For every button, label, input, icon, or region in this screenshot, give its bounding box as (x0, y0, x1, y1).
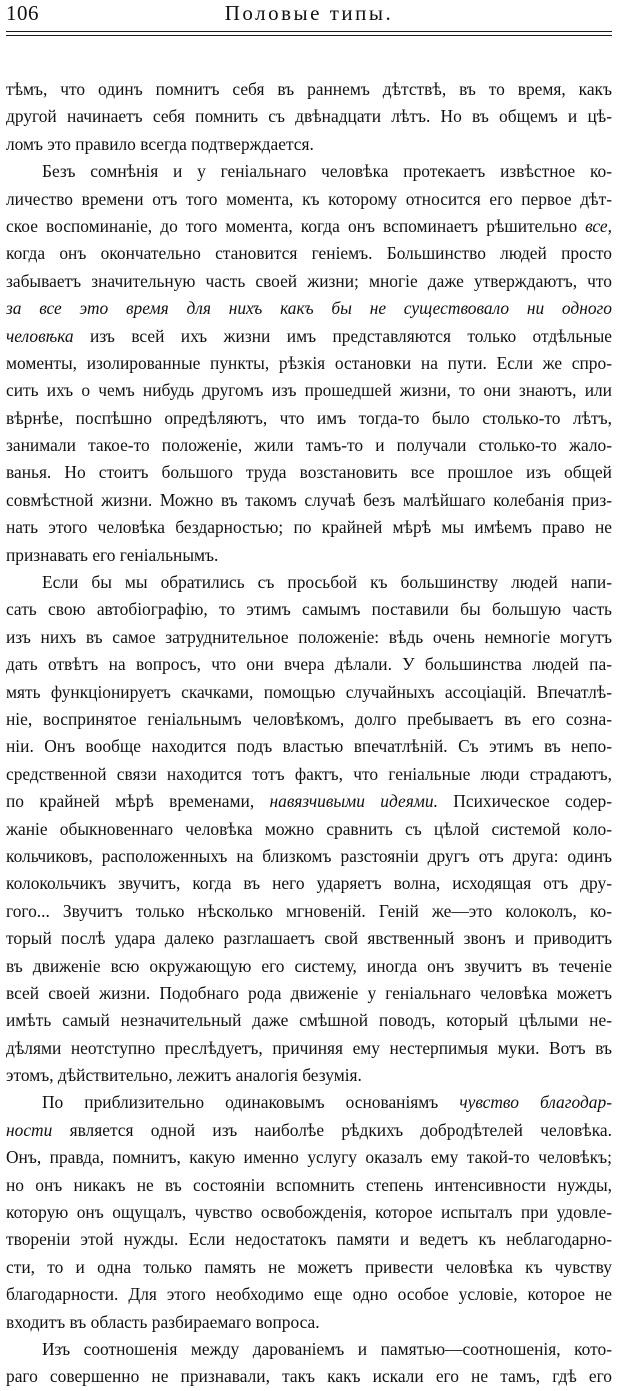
text-line (6, 1336, 612, 1363)
text-line (6, 1172, 612, 1199)
line-text: совмѣстной жизни. Можно въ такомъ случаѣ безъ малѣйшаго колебанія приз- (6, 489, 612, 510)
text-line (6, 1007, 612, 1034)
text-line (6, 1226, 612, 1253)
line-text: изъ нихъ въ самое затруднительное положеніе: вѣдь очень немногіе могутъ (6, 626, 612, 647)
line-text: жаніе обыкновеннаго человѣка можно сравнить съ цѣлой системой коло- (6, 818, 612, 839)
line-text: гого... Звучитъ только нѣсколько мгновеній. Геній же—это колоколъ, ко- (6, 900, 612, 921)
text-line (6, 1062, 612, 1089)
text-line (6, 76, 612, 103)
line-text: По приблизительно одинаковымъ основаніямъ (42, 1092, 460, 1113)
text-line (6, 459, 612, 486)
line-text: благодарности. Для этого необходимо еще одно особое условіе, которое не (6, 1284, 612, 1305)
line-text: личество времени отъ того момента, къ которому относится его первое дѣт- (6, 188, 612, 209)
text-line (6, 323, 612, 350)
text-line (6, 953, 612, 980)
text-line (6, 733, 612, 760)
line-text: нать этого человѣка бездарностью; по крайней мѣрѣ мы имѣемъ право не (6, 517, 612, 538)
text-line (6, 898, 612, 925)
line-text: забываетъ значительную часть своей жизни; многіе даже утверждаютъ, что (6, 270, 612, 291)
text-line (6, 295, 612, 322)
line-text: сить ихъ о чемъ нибудь другомъ изъ прошедшей жизни, то они знаютъ, или (6, 380, 612, 401)
text-line (6, 843, 612, 870)
text-line (6, 1144, 612, 1171)
text-line (6, 377, 612, 404)
emphasis-text: человѣка (6, 325, 74, 346)
line-text: Психическое содер- (437, 791, 612, 812)
line-text: входитъ въ область разбираемаго вопроса. (6, 1311, 320, 1332)
line-text: моменты, изолированные пункты, рѣзкія остановки на пути. Если же спро- (6, 352, 612, 373)
text-line (6, 679, 612, 706)
line-text: дѣлями неотступно преслѣдуетъ, причиняя ему нестерпимыя муки. Вотъ въ (6, 1037, 612, 1058)
text-line (6, 1199, 612, 1226)
text-line (6, 870, 612, 897)
line-text: сти, то и одна только память не можетъ привести человѣка къ чувству (6, 1256, 612, 1277)
text-line (6, 651, 612, 678)
line-text: но онъ никакъ не въ состояніи вспомнить степень интенсивности нужды, (6, 1174, 612, 1195)
emphasis-text: чувство благодар- (459, 1092, 612, 1113)
line-text: этомъ, дѣйствительно, лежитъ аналогія безумія. (6, 1065, 362, 1086)
text-line (6, 569, 612, 596)
line-text: торый послѣ удара далеко разглашаетъ свой явственный звонъ и приводитъ (6, 928, 612, 949)
text-line (6, 925, 612, 952)
text-line (6, 1309, 612, 1336)
text-line (6, 103, 612, 130)
line-text: Безъ сомнѣнія и у геніальнаго человѣка протекаетъ извѣстное ко- (42, 161, 612, 182)
text-line (6, 1363, 612, 1390)
text-line (6, 1089, 612, 1116)
line-text: другой начинаетъ себя помнить съ двѣнадцати лѣтъ. Но въ общемъ и цѣ- (6, 106, 612, 127)
page-number: 106 (6, 1, 39, 25)
header-rule-bottom (6, 35, 612, 36)
line-text: которую онъ ощущалъ, чувство освобожденія, которое испыталъ при удовле- (6, 1202, 612, 1223)
line-text: кольчиковъ, расположенныхъ на близкомъ разстояніи другъ отъ друга: одинъ (6, 845, 612, 866)
text-line (6, 761, 612, 788)
page-header (6, 0, 612, 26)
text-line (6, 1254, 612, 1281)
text-line (6, 432, 612, 459)
text-line (6, 624, 612, 651)
line-text: сать свою автобіографію, то этимъ самымъ поставили бы большую часть (6, 599, 612, 620)
line-text: изъ всей ихъ жизни имъ представляются только отдѣльные (73, 325, 612, 346)
text-line (6, 596, 612, 623)
text-line (6, 405, 612, 432)
emphasis-text: навязчивыми идеями. (269, 791, 438, 812)
line-text: ніи. Онъ вообще находится подъ властью впечатлѣній. Съ этимъ въ непо- (6, 736, 612, 757)
emphasis-text: все, (585, 215, 612, 236)
text-line (6, 788, 612, 815)
line-text: ванья. Но стоитъ большого труда возстановить все прошлое изъ общей (6, 462, 612, 483)
line-text: ломъ это правило всегда подтверждается. (6, 133, 314, 154)
text-line (6, 131, 612, 158)
text-line (6, 980, 612, 1007)
line-text: занимали такое-то положеніе, жили тамъ-то и получали столько-то жало- (6, 435, 612, 456)
line-text: Изъ соотношенія между дарованіемъ и памятью—соотношенія, кото- (42, 1338, 612, 1359)
line-text: колокольчикъ звучитъ, когда въ него ударяетъ волна, исходящая отъ дру- (6, 873, 612, 894)
line-text: раго совершенно не признавали, такъ какъ искали его не тамъ, гдѣ его (6, 1366, 612, 1387)
line-text: тѣмъ, что одинъ помнитъ себя въ раннемъ дѣтствѣ, въ то время, какъ (6, 79, 612, 99)
text-line (6, 240, 612, 267)
line-text: дать отвѣтъ на вопросъ, что они вчера дѣлали. У большинства людей па- (6, 654, 612, 675)
text-line (6, 186, 612, 213)
text-line (6, 816, 612, 843)
line-text: по крайней мѣрѣ временами, (6, 791, 270, 812)
line-text: всей своей жизни. Подобнаго рода движеніе у геніальнаго человѣка можетъ (6, 982, 612, 1003)
emphasis-text: за все это время для нихъ какъ бы не существовало ни одного (6, 298, 612, 319)
text-line (6, 1117, 612, 1144)
line-text: твореніи этой нужды. Если недостатокъ памяти и ведетъ къ неблагодарно- (6, 1229, 612, 1250)
text-line (6, 487, 612, 514)
text-line (6, 350, 612, 377)
text-line (6, 706, 612, 733)
running-title: Половые типы. (224, 1, 394, 25)
text-line (6, 514, 612, 541)
line-text: является одной изъ наиболѣе рѣдкихъ добродѣтелей человѣка. (52, 1119, 612, 1140)
line-text: вѣрнѣе, поспѣшно опредѣляютъ, что имъ тогда-то было столько-то лѣтъ, (6, 407, 612, 428)
line-text: имѣть самый незначительный даже смѣшной поводъ, который цѣлыми не- (6, 1010, 612, 1031)
line-text: признавать его геніальнымъ. (6, 544, 219, 565)
text-line (6, 268, 612, 295)
emphasis-text: ности (6, 1119, 53, 1140)
body-text (6, 76, 612, 1391)
text-line (6, 542, 612, 569)
text-line (6, 213, 612, 240)
text-line (6, 1035, 612, 1062)
line-text: когда онъ окончательно становится геніемъ. Большинство людей просто (6, 243, 612, 264)
line-text: ніе, воспринятое геніальнымъ человѣкомъ, долго пребываетъ въ его сознa- (6, 708, 612, 729)
line-text: Если бы мы обратились съ просьбой къ большинству людей напи- (42, 572, 612, 593)
text-line (6, 158, 612, 185)
line-text: мять функціонируетъ скачками, помощью случайныхъ ассоціацій. Впечатлѣ- (6, 681, 612, 702)
line-text: ское воспоминаніе, до того момента, когда онъ вспоминаетъ рѣшительно (6, 215, 586, 236)
text-line (6, 1281, 612, 1308)
header-rule-top (6, 31, 612, 32)
line-text: Онъ, правда, помнитъ, какую именно услугу оказалъ ему такой-то человѣкъ; (6, 1147, 612, 1168)
line-text: въ движеніе всю окружающую его систему, иногда онъ звучитъ въ теченіе (6, 955, 612, 976)
line-text: средственной связи находится тотъ фактъ, что геніальные люди страдаютъ, (6, 763, 612, 784)
